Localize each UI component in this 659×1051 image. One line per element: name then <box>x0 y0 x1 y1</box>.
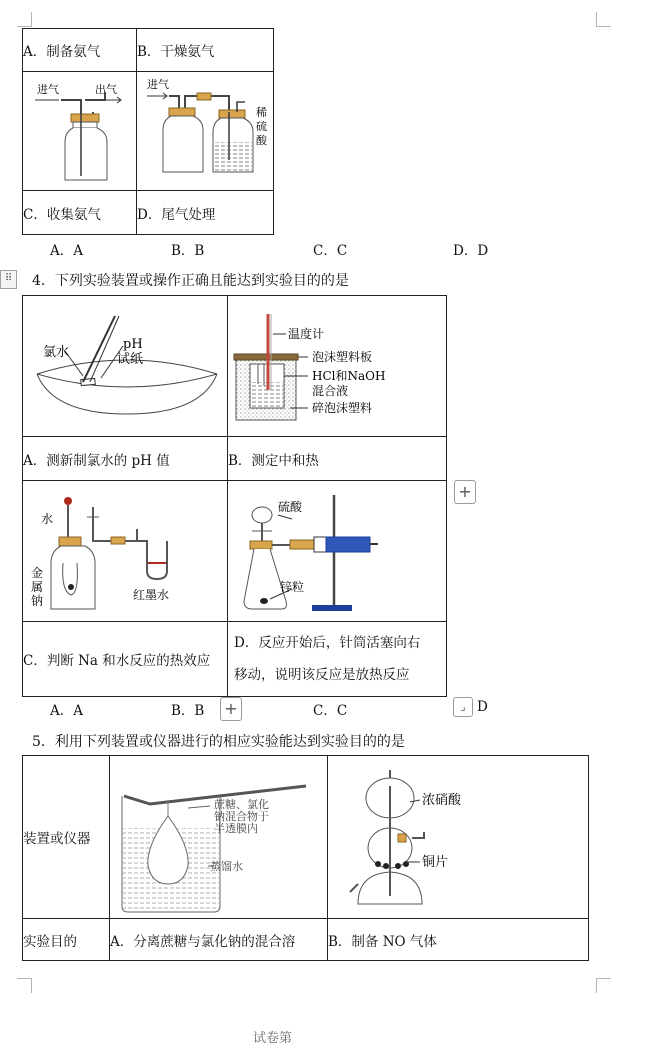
label-test-paper: 试纸 <box>117 352 144 367</box>
q3-figure-c <box>23 72 137 191</box>
table-move-handle-icon[interactable]: ⠿ <box>0 270 17 289</box>
q5-table <box>22 755 589 961</box>
q5-row1-label: 装置或仪器 <box>23 756 110 919</box>
q5-cell-a: A．分离蔗糖与氯化钠的混合溶 <box>110 919 328 961</box>
dialysis-figure <box>110 756 326 914</box>
label-sugar-1: 蔗糖、氯化 <box>214 798 269 811</box>
q3-option-a[interactable]: A．A <box>50 243 83 259</box>
q4-option-c[interactable]: C．C <box>313 703 348 719</box>
q3-cell-a: A．制备氨气 <box>23 29 137 72</box>
neutralization-heat-figure <box>228 296 446 432</box>
page-corner-mark <box>596 12 611 27</box>
label-sugar-2: 钠混合物于 <box>214 810 269 823</box>
q4-figure-c <box>23 481 228 622</box>
q4-stem: 4．下列实验装置或操作正确且能达到实验目的的是 <box>32 273 349 289</box>
q4-cell-d <box>228 622 447 697</box>
q4-cell-a: A．测新制氯水的 pH 值 <box>23 437 228 481</box>
q4-cell-d-line1: D．反应开始后，针筒活塞向右 <box>234 635 421 651</box>
table-resize-handle-icon[interactable]: ⌟ <box>453 697 473 717</box>
q3-cell-b: B．干燥氨气 <box>137 29 274 72</box>
sodium-water-figure <box>23 481 227 617</box>
syringe-reaction-figure <box>228 481 446 617</box>
q5-figure-a <box>110 756 328 919</box>
label-nitric-acid: 浓硝酸 <box>422 793 462 808</box>
label-thermometer: 温度计 <box>288 327 325 341</box>
q4-option-d[interactable]: D <box>477 699 488 715</box>
q4-option-b[interactable]: B．B <box>171 703 205 719</box>
label-mix-2: 混合液 <box>312 384 349 398</box>
absorption-bottles-figure <box>137 72 273 186</box>
label-sulfuric-acid: 硫酸 <box>278 500 303 514</box>
q4-figure-d <box>228 481 447 622</box>
page-corner-mark <box>17 978 32 993</box>
page-corner-mark <box>596 978 611 993</box>
label-foam-board: 泡沫塑料板 <box>312 350 373 364</box>
q4-figure-a <box>23 296 228 437</box>
label-water: 水 <box>41 512 54 526</box>
label-foam-pieces: 碎泡沫塑料 <box>312 401 373 415</box>
q5-figure-b <box>328 756 589 919</box>
q3-option-d[interactable]: D．D <box>453 243 489 259</box>
q5-cell-b: B．制备 NO 气体 <box>328 919 589 961</box>
q4-cell-d-line2: 移动，说明该反应是放热反应 <box>234 667 410 683</box>
label-mix-1: HCl和NaOH <box>312 369 386 383</box>
q4-table <box>22 295 447 697</box>
page-corner-mark <box>17 12 32 27</box>
label-acid-1: 稀 <box>256 106 267 119</box>
q3-option-c[interactable]: C．C <box>313 243 348 259</box>
q3-figure-d <box>137 72 274 191</box>
label-metal-1: 金 <box>31 566 44 580</box>
q3-option-b[interactable]: B．B <box>171 243 205 259</box>
q3-cell-c: C．收集氨气 <box>23 191 137 235</box>
label-sugar-3: 半透膜内 <box>214 822 258 835</box>
add-column-button[interactable]: + <box>454 480 476 504</box>
page-footer: 试卷第 <box>253 1031 293 1046</box>
label-distilled-water: 蒸馏水 <box>210 860 243 873</box>
label-gas-in: 进气 <box>37 83 59 96</box>
q3-cell-d: D．尾气处理 <box>137 191 274 235</box>
q4-option-a[interactable]: A．A <box>50 703 83 719</box>
label-metal-2: 属 <box>31 580 44 594</box>
gas-collection-bottle-figure <box>23 72 135 186</box>
q4-cell-b: B．测定中和热 <box>228 437 447 481</box>
q5-row2-label: 实验目的 <box>23 919 110 961</box>
label-gas-in-2: 进气 <box>147 78 169 91</box>
q3-table <box>22 28 274 235</box>
label-chlorine-water: 氯水 <box>43 345 70 360</box>
label-copper: 铜片 <box>422 855 449 870</box>
label-acid-3: 酸 <box>256 134 267 147</box>
label-ph: pH <box>123 337 143 352</box>
kipp-apparatus-figure <box>328 756 578 914</box>
q5-stem: 5．利用下列装置或仪器进行的相应实验能达到实验目的的是 <box>32 734 405 750</box>
ph-test-dish-figure <box>23 296 227 432</box>
label-metal-3: 钠 <box>31 594 44 608</box>
add-row-button[interactable]: + <box>220 697 242 721</box>
label-red-ink: 红墨水 <box>133 588 170 602</box>
label-acid-2: 硫 <box>256 120 267 133</box>
q4-cell-c: C．判断 Na 和水反应的热效应 <box>23 622 228 697</box>
label-zinc: 锌粒 <box>280 580 305 594</box>
q4-figure-b <box>228 296 447 437</box>
label-gas-out: 出气 <box>95 83 117 96</box>
